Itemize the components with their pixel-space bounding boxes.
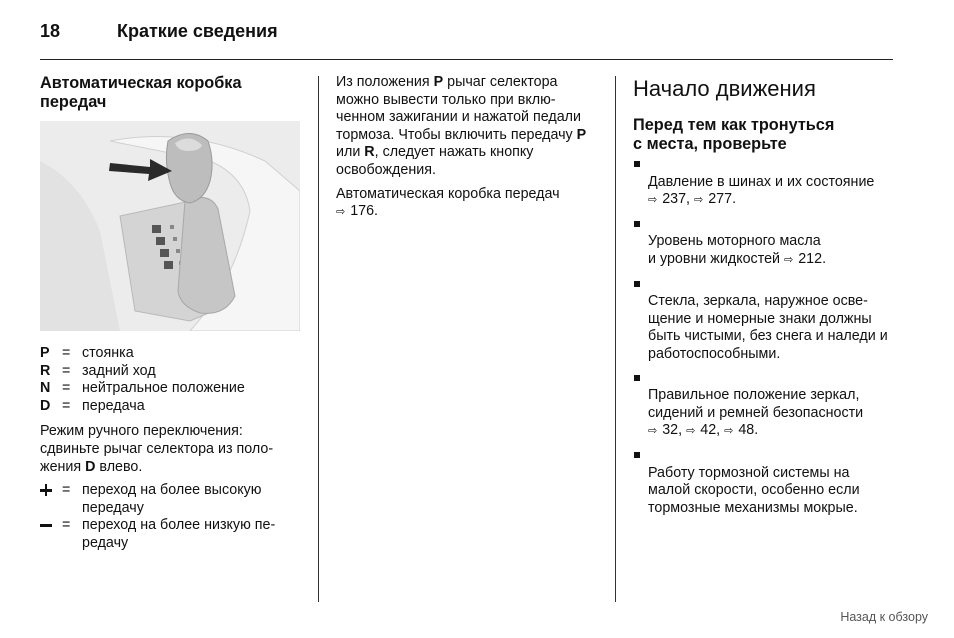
bullet-square-icon [634,452,640,458]
page-ref-link[interactable]: 277. [708,191,737,208]
start-driving-title: Начало движения [633,76,816,101]
page-ref-link[interactable]: 212. [798,250,827,267]
list-item: Правильное положение зеркал, сидений и ремней безопасности ⇨ 32, ⇨ 42, ⇨ 48. [633,370,895,441]
section-title: Краткие сведения [117,21,278,41]
gear-legend [40,345,302,415]
column-2 [336,74,598,228]
reference-arrow-icon: ⇨ [648,425,658,438]
column-divider-2 [615,76,616,602]
list-item: Стекла, зеркала, наружное освещение и номерные знаки должны быть чистыми, без снега и наледи и работоспособными. [633,276,895,364]
gearbox-reference: Автоматическая коробка передач ⇨ 176. [336,186,598,222]
reference-arrow-icon: ⇨ [648,194,658,207]
list-item: Давление в шинах и их состояние ⇨ 237, ⇨ 277. [633,156,895,210]
reference-arrow-icon: ⇨ [686,425,696,438]
page-number: 18 [40,21,61,41]
reference-arrow-icon: ⇨ [336,206,346,219]
header-divider [40,59,893,60]
downshift-row: = переход на более низкую передачу [40,517,302,552]
bullet-square-icon [634,281,640,287]
gearbox-heading: Автоматическая коробка передач [40,74,242,111]
page-ref-link[interactable]: 32, [662,422,687,439]
reference-arrow-icon: ⇨ [784,253,794,266]
list-item: Работу тормозной системы на малой скорости, особенно если тормозные механизмы мокрые. [633,447,895,517]
checklist-subtitle: Перед тем как тронуться с места, проверьте [633,116,835,153]
page-ref-link[interactable]: 176. [350,203,379,220]
minus-icon [40,519,52,531]
legend-row-n: N = нейтральное положение [40,380,245,397]
legend-row-r: R = задний ход [40,362,156,379]
page-header [40,20,893,60]
reference-arrow-icon: ⇨ [694,194,704,207]
list-item: Уровень моторного масла и уровни жидкостей ⇨ 212. [633,216,895,270]
page-ref-link[interactable]: 48. [738,422,759,439]
column-3 [633,74,895,523]
column-1 [40,74,302,553]
selector-release-text: Из положения P рычаг селектора можно вывести только при включенном зажигании и нажатой педали тормоза. Чтобы включить передачу P или R, следует нажать кнопку освобождения. [336,74,587,178]
column-divider-1 [318,76,319,602]
legend-row-d: D = передача [40,397,145,414]
checklist [633,156,895,517]
page-ref-link[interactable]: 42, [700,422,725,439]
gear-selector-illustration [40,121,300,331]
back-to-overview-link[interactable]: Назад к обзору [840,610,928,624]
plus-icon [40,484,52,496]
bullet-square-icon [634,161,640,167]
bullet-square-icon [634,375,640,381]
legend-row-p: P = стоянка [40,345,134,361]
manual-mode-text: Режим ручного переключения: сдвиньте рычаг селектора из положения D влево. [40,423,274,475]
reference-arrow-icon: ⇨ [724,425,734,438]
upshift-row: = переход на более высокую передачу [40,482,302,517]
bullet-square-icon [634,221,640,227]
page-ref-link[interactable]: 237, [662,191,695,208]
